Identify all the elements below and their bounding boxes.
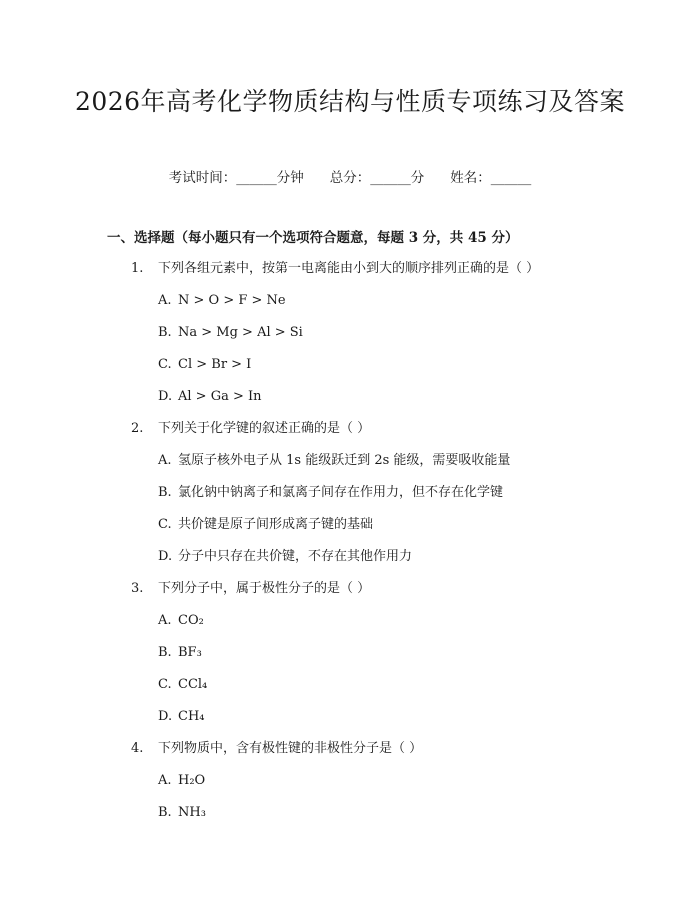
option-letter: C. (158, 517, 172, 532)
option-letter: C. (158, 677, 172, 692)
question-2-option-a (158, 452, 510, 470)
option-letter: C. (158, 357, 172, 372)
option-text: CH₄ (178, 709, 205, 724)
question-3-option-b (158, 644, 202, 662)
question-number: 1. (131, 261, 144, 276)
option-letter: B. (158, 485, 172, 500)
total-score-label: 总分：______分 (329, 170, 425, 186)
question-3-option-a (158, 612, 204, 630)
exam-meta (0, 169, 700, 187)
option-letter: D. (158, 549, 173, 564)
option-letter: B. (158, 645, 172, 660)
option-letter: B. (158, 325, 172, 340)
question-2-option-c (158, 516, 373, 534)
question-text: 下列关于化学键的叙述正确的是（ ） (158, 421, 371, 436)
exam-time-label: 考试时间：______分钟 (168, 170, 304, 186)
question-number: 4. (131, 741, 144, 756)
option-text: CCl₄ (178, 677, 208, 692)
option-letter: D. (158, 709, 173, 724)
question-4-option-a (158, 772, 205, 790)
option-text: Na > Mg > Al > Si (178, 325, 303, 340)
option-text: CO₂ (178, 613, 204, 628)
section-heading: 一、选择题（每小题只有一个选项符合题意，每题 3 分，共 45 分） (107, 230, 519, 246)
question-3-option-d (158, 708, 205, 726)
question-text: 下列分子中，属于极性分子的是（ ） (158, 581, 371, 596)
question-4-option-b (158, 804, 206, 822)
question-2-option-b (158, 484, 503, 502)
option-text: BF₃ (178, 645, 202, 660)
question-1-option-c (158, 356, 251, 374)
option-text: 氯化钠中钠离子和氯离子间存在作用力，但不存在化学键 (178, 485, 504, 500)
question-2-option-d (158, 548, 412, 566)
question-number: 2. (131, 421, 144, 436)
option-letter: A. (158, 453, 172, 468)
option-letter: A. (158, 773, 172, 788)
question-1-option-d (158, 388, 262, 406)
question-text: 下列物质中，含有极性键的非极性分子是（ ） (158, 741, 423, 756)
option-text: NH₃ (178, 805, 206, 820)
question-1-option-a (158, 292, 286, 310)
option-text: 共价键是原子间形成离子键的基础 (178, 517, 374, 532)
option-letter: D. (158, 389, 173, 404)
question-text: 下列各组元素中，按第一电离能由小到大的顺序排列正确的是（ ） (158, 261, 540, 276)
question-3-option-c (158, 676, 207, 694)
option-text: 分子中只存在共价键，不存在其他作用力 (178, 549, 413, 564)
question-number: 3. (131, 581, 144, 596)
option-letter: A. (158, 293, 172, 308)
option-text: 氢原子核外电子从 1s 能级跃迁到 2s 能级，需要吸收能量 (178, 453, 511, 468)
page-title: 2026年高考化学物质结构与性质专项练习及答案 (74, 87, 626, 116)
option-letter: B. (158, 805, 172, 820)
option-text: H₂O (178, 773, 206, 788)
student-name-label: 姓名：______ (450, 170, 532, 186)
option-text: Cl > Br > I (178, 357, 252, 372)
option-letter: A. (158, 613, 172, 628)
option-text: Al > Ga > In (178, 389, 262, 404)
question-1-option-b (158, 324, 303, 342)
option-text: N > O > F > Ne (178, 293, 286, 308)
